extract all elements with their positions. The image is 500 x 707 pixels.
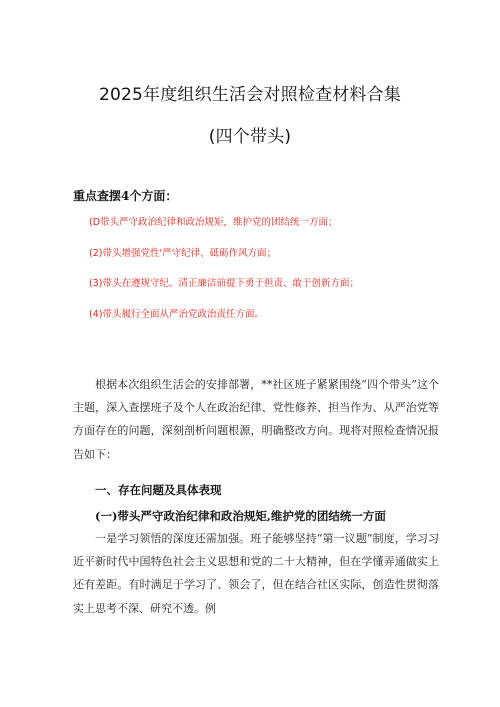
body-paragraph: 一是学习领悟的深度还需加强。班子能够坚持“第一议题”制度，学习习近平新时代中国特色社会主义思想和党的二十大精神，但在学懂弄通做实上还有差距。有时满足于学习了、领会了，但在结合社区实际，创造性贯彻落实上思考不深、研究不透。例 [73,532,439,615]
focus-list [89,216,359,338]
focus-item: (4)带头履行全面从严治党政治责任方面。 [89,308,264,320]
intro-paragraph: 根据本次组织生活会的安排部署，**社区班子紧紧围绕“四个带头”这个主题，深入查摆班子及个人在政治纪律、党性修养、担当作为、从严治党等方面存在的问题，深刻剖析问题根源，明确整改方向。现将对照检查情况报告如下： [73,378,439,461]
focus-item: (D带头严守政治纪律和政治规矩，维护党的团结统一方面； [89,217,338,228]
document-title: 2025年度组织生活会对照检查材料合集 [98,85,402,105]
section-heading: 一、存在问题及具体表现 [95,483,222,497]
focus-heading: 重点查摆4个方面： [73,189,178,203]
focus-item: (3)带头在遵规守纪、清正廉洁前提下勇于担责、敢于创新方面； [89,278,359,289]
subsection-heading: (一)带头严守政治纪律和政治规矩,维护党的团结统一方面 [95,509,386,523]
focus-item: (2)带头增强党性'严守纪律、砥砺作风方面； [89,247,277,259]
document-subtitle: (四个带头) [208,127,292,147]
